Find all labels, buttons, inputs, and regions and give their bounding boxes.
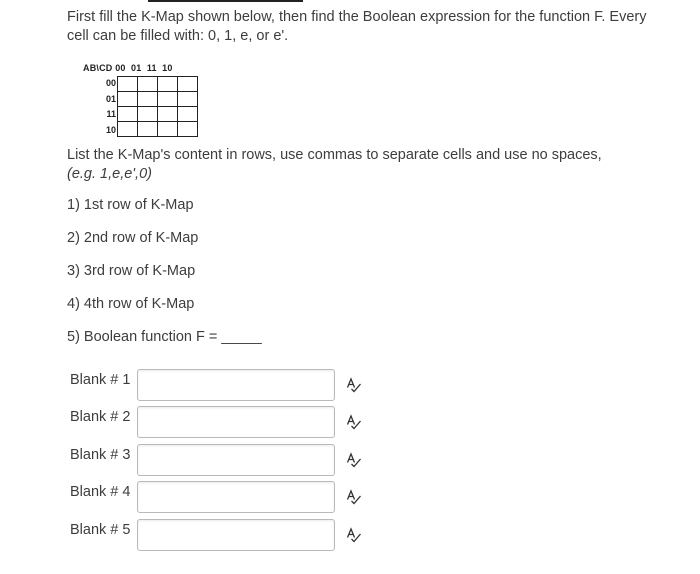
kmap-row-label: 10 <box>105 124 116 135</box>
kmap-row-labels <box>96 76 116 138</box>
instructions-text: List the K-Map's content in rows, use commas to separate cells and use no spaces, <box>67 147 602 163</box>
kmap-cell <box>158 122 178 137</box>
blank-label: Blank # 1 <box>70 372 131 388</box>
blank-row-2 <box>70 406 370 440</box>
kmap-cell <box>118 77 138 92</box>
item-boolean-function: 5) Boolean function F = _____ <box>67 329 262 345</box>
blank-input-5[interactable] <box>137 519 335 551</box>
blank-label: Blank # 4 <box>70 484 131 500</box>
item-row-4: 4) 4th row of K-Map <box>67 296 195 312</box>
kmap-row <box>118 77 198 92</box>
kmap-cell <box>158 92 178 107</box>
kmap-cell <box>118 92 138 107</box>
blank-row-4 <box>70 481 370 515</box>
blank-input-4[interactable] <box>137 481 335 513</box>
item-row-2: 2) 2nd row of K-Map <box>67 230 199 246</box>
kmap-row-label: 00 <box>105 78 116 88</box>
spellcheck-icon[interactable] <box>346 414 362 430</box>
blank-input-2[interactable] <box>137 406 335 438</box>
blank-row-1 <box>70 369 370 403</box>
kmap-cell <box>138 77 158 92</box>
instructions-example: (e.g. 1,e,e',0) <box>67 166 152 182</box>
top-divider <box>148 0 303 2</box>
kmap-cell <box>158 77 178 92</box>
kmap-row <box>118 107 198 122</box>
spellcheck-icon[interactable] <box>346 452 362 468</box>
kmap-cell <box>178 107 198 122</box>
spellcheck-icon[interactable] <box>346 377 362 393</box>
kmap-row-label: 01 <box>105 93 116 104</box>
kmap-row-label: 11 <box>106 109 116 119</box>
kmap-cell <box>138 107 158 122</box>
kmap-cell <box>178 122 198 137</box>
kmap-header: AB\CD 00 01 11 10 <box>83 63 173 73</box>
item-row-3: 3) 3rd row of K-Map <box>67 263 196 279</box>
kmap-cell <box>158 107 178 122</box>
blank-row-3 <box>70 444 370 478</box>
spellcheck-icon[interactable] <box>346 527 362 543</box>
instructions <box>67 146 647 184</box>
kmap-cell <box>118 107 138 122</box>
kmap-cell <box>138 92 158 107</box>
question-text: First fill the K-Map shown below, then find the Boolean expression for the function F. Every cell can be filled with: 0, 1, e, or e'. <box>67 9 647 44</box>
kmap-row <box>118 92 198 107</box>
item-row-1: 1) 1st row of K-Map <box>67 197 194 213</box>
blank-label: Blank # 5 <box>70 522 131 538</box>
blank-label: Blank # 2 <box>70 409 131 425</box>
blank-label: Blank # 3 <box>70 447 131 463</box>
kmap-cell <box>118 122 138 137</box>
kmap-cell <box>138 122 158 137</box>
kmap-cell <box>178 92 198 107</box>
blank-input-1[interactable] <box>137 369 335 401</box>
spellcheck-icon[interactable] <box>346 489 362 505</box>
blank-input-3[interactable] <box>137 444 335 476</box>
blank-row-5 <box>70 519 370 553</box>
kmap-row <box>118 122 198 137</box>
kmap-cell <box>178 77 198 92</box>
kmap-grid <box>117 76 198 137</box>
